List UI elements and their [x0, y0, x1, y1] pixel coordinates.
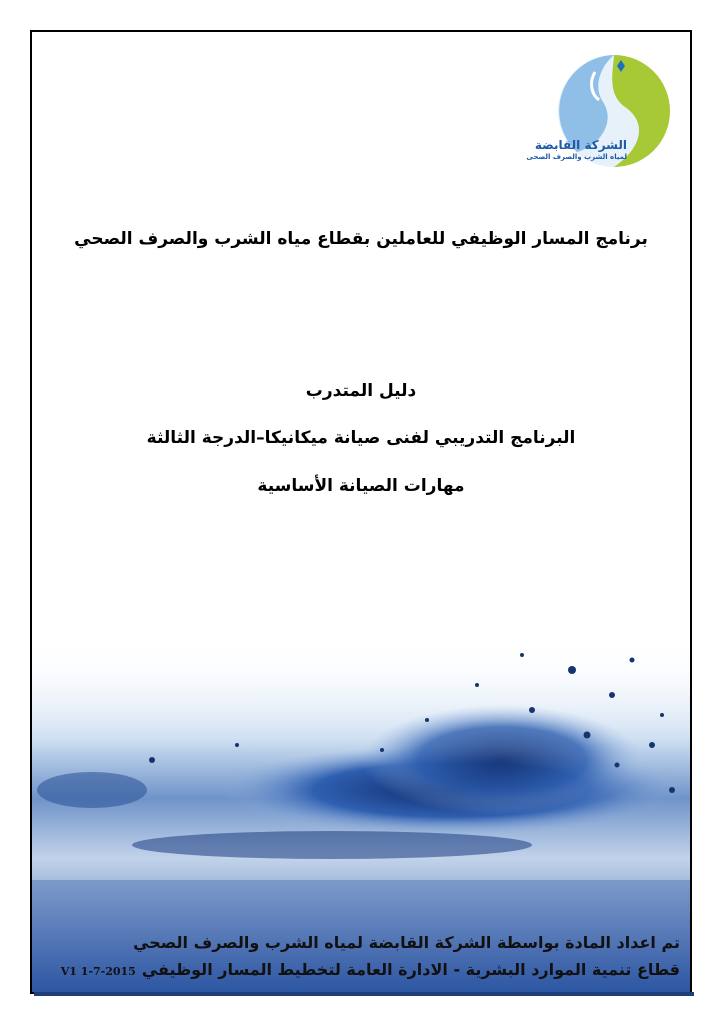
page-frame-shadow: [34, 992, 694, 996]
logo-name-line2: لمياه الشرب والصرف الصحى: [526, 153, 627, 161]
module-title: مهارات الصيانة الأساسية: [257, 476, 465, 496]
guide-title: دليل المتدرب: [305, 381, 417, 401]
footer-prepared-by: تم اعداد المادة بواسطة الشركة القابضة لمياه الشرب والصرف الصحي: [133, 933, 680, 952]
footer-sector-text: قطاع تنمية الموارد البشرية - الادارة العامة لتخطيط المسار الوظيفي: [141, 960, 680, 979]
logo-name-line1: الشركة القابضة: [534, 138, 627, 152]
footer-sector: [40, 960, 680, 979]
version-label: V1 1-7-2015: [60, 965, 136, 978]
program-title: برنامج المسار الوظيفي للعاملين بقطاع مياه الشرب والصرف الصحي: [74, 229, 648, 249]
course-title: البرنامج التدريبي لفنى صيانة ميكانيكا–الدرجة الثالثة: [146, 428, 576, 448]
